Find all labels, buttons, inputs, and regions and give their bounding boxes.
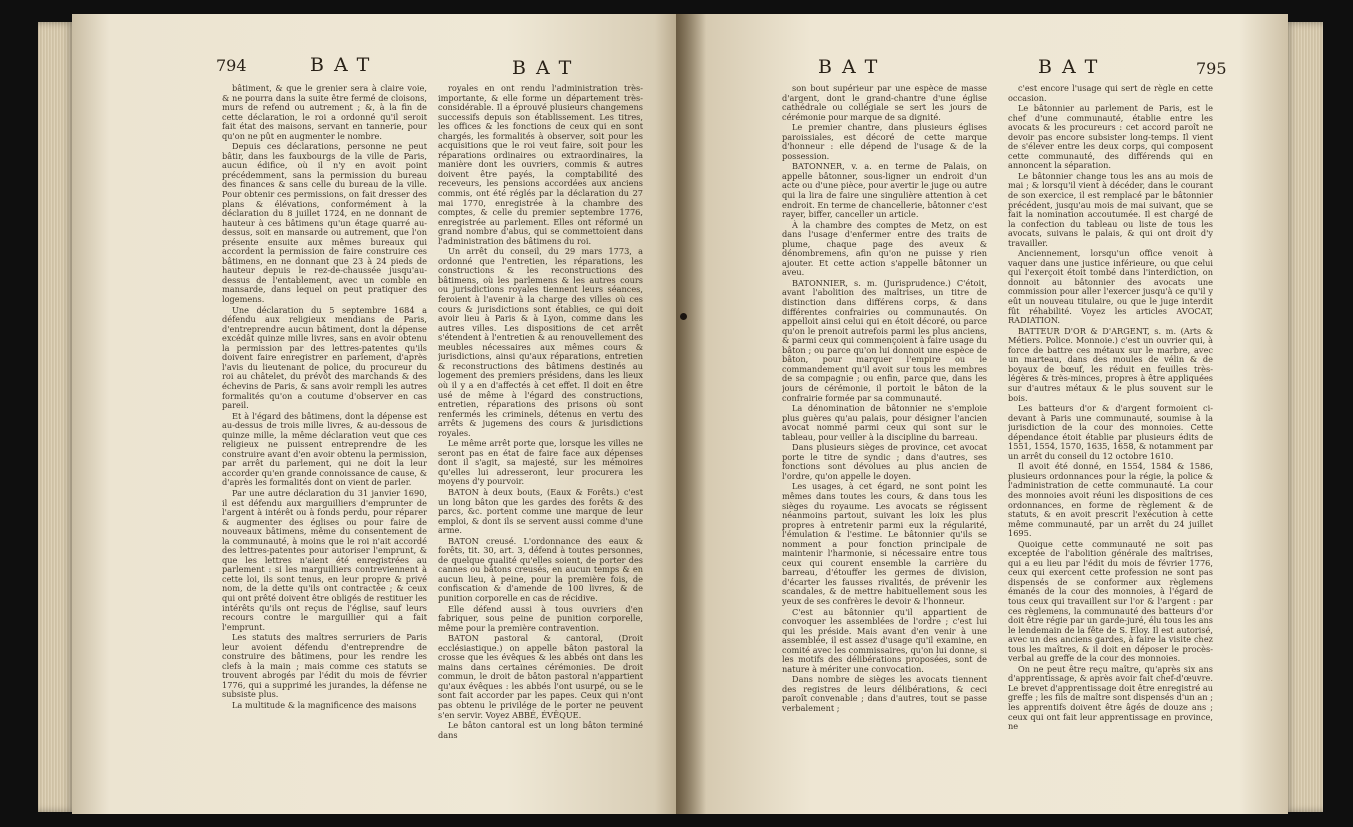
paragraph: BATON pastoral & cantoral, (Droit ecclésiastique.) on appelle bâton pastoral la crosse que les évêques & les abbés ont dans les mains dans certaines cérémonies. De droit commun, le droit de bâton pastoral n'appartient qu'aux évêques : les abbés l'ont usurpé, ou se le sont fait accorder par les papes. Ceux qui n'ont pas obtenu le privilége de le porter ne peuvent s'en servir. Voyez ABBÉ, ÉVÊQUE.	[438, 633, 643, 720]
paragraph: Les statuts des maîtres serruriers de Paris leur avoient défendu d'entreprendre de construire des bâtimens, pour les rendre les clefs à la main ; mais comme ces statuts se trouvent abrogés par l'édit du mois de février 1776, qui a supprimé les jurandes, la défense ne subsiste plus.	[222, 632, 427, 700]
paragraph: La dénomination de bâtonnier ne s'emploie plus guères qu'au palais, pour désigner l'ancien avocat nommé parmi ceux qui sont sur le tableau, pour veiller à la discipline du barreau.	[782, 403, 987, 442]
paragraph: Le bâton cantoral est un long bâton terminé dans	[438, 720, 643, 740]
paragraph: BATTEUR D'OR & D'ARGENT, s. m. (Arts & Métiers. Police. Monnoie.) c'est un ouvrier qui, à force de battre ces métaux sur le marbre, avec un marteau, dans des moules de vélin & de boyaux de bœuf, les réduit en feuilles très-légères & très-minces, propres à être appliquées sur d'autres métaux & le plus souvent sur le bois.	[1008, 325, 1213, 403]
left-page-column-1	[222, 84, 427, 796]
paragraph: Dans plusieurs sièges de province, cet avocat porte le titre de syndic ; dans d'autres, ses fonctions sont dévolues au plus ancien de l'ordre, qu'on appelle le doyen.	[782, 442, 987, 481]
paragraph: Le même arrêt porte que, lorsque les villes ne seront pas en état de faire face aux dépenses dont il s'agit, sa majesté, sur les mémoires qu'elles lui adresseront, leur procurera les moyens d'y pourvoir.	[438, 438, 643, 487]
binding-hole	[680, 313, 687, 320]
paragraph: Et à l'égard des bâtimens, dont la dépense est au-dessus de trois mille livres, & au-dessous de quinze mille, la même déclaration veut que ces religieux ne puissent entreprendre de les construire avant d'en avoir obtenu la permission, par arrêt du parlement, qui ne doit la leur accorder qu'en grande connoissance de cause, & d'après les formalités dont on vient de parler.	[222, 410, 427, 488]
paragraph: À la chambre des comptes de Metz, on est dans l'usage d'enfermer entre des traits de plume, chaque page des aveux & dénombremens, afin qu'on ne puisse y rien ajouter. Et cette action s'appelle bâtonner un aveu.	[782, 219, 987, 278]
paragraph: Les usages, à cet égard, ne sont point les mêmes dans toutes les cours, & dans tous les sièges du royaume. Les avocats se régissent néanmoins partout, suivant les loix les plus propres à entretenir parmi eux la régularité, l'émulation & l'estime. Le bâtonnier qu'ils se nomment a pour fonction principale de maintenir l'harmonie, si nécessaire entre tous ceux qui courent ensemble la carrière du barreau, d'étouffer les germes de division, d'écarter les fausses rivalités, de prévenir les scandales, & de mettre habituellement sous les yeux de ses confrères le devoir & l'honneur.	[782, 481, 987, 606]
right-page-header	[676, 54, 1288, 84]
page-number-right: 795	[1196, 59, 1227, 78]
paragraph: c'est encore l'usage qui sert de règle en cette occasion.	[1008, 84, 1213, 103]
paragraph: Par une autre déclaration du 31 janvier 1690, il est défendu aux marguilliers d'emprunter de l'argent à intérêt ou à fonds perdu, pour réparer & augmenter des églises ou pour faire de nouveaux bâtimens, même du consentement de la communauté, à moins que le roi n'ait accordé des lettres-patentes pour autoriser l'emprunt, & que les lettres n'aient été enregistrées au parlement : si les marguilliers contreviennent à cette loi, ils sont tenus, en leur propre & privé nom, de la dette qu'ils ont contractée ; & ceux qui ont prêté doivent être obligés de restituer les intérêts qu'ils ont reçus de l'église, sauf leurs recours contre le marguillier qui a fait l'emprunt.	[222, 487, 427, 632]
left-page-header	[72, 54, 692, 84]
paragraph: Le bâtonnier change tous les ans au mois de mai ; & lorsqu'il vient à décéder, dans le courant de son exercice, il est remplacé par le bâtonnier précédent, jusqu'au mois de mai suivant, que se fait la nomination accoutumée. Il est chargé de la confection du tableau ou liste de tous les avocats, suivans le palais, & qui ont droit d'y travailler.	[1008, 170, 1213, 248]
paragraph: BATONNER, v. a. en terme de Palais, on appelle bâtonner, sous-ligner un endroit d'un acte ou d'une pièce, pour avertir le juge ou autre qui la lira de faire une singulière attention à cet endroit. En terme de chancellerie, bâtonner c'est rayer, biffer, canceller un article.	[782, 161, 987, 220]
right-page-column-2	[1008, 84, 1213, 796]
paragraph: On ne peut être reçu maître, qu'après six ans d'apprentissage, & après avoir fait chef-d'œuvre. Le brevet d'apprentissage doit être enregistré au greffe ; les fils de maître sont dispensés d'un an ; les apprentifs doivent être âgés de douze ans ; ceux qui ont fait leur apprentissage en province, ne	[1008, 663, 1213, 732]
paragraph: Une déclaration du 5 septembre 1684 a défendu aux religieux mendians de Paris, d'entreprendre aucun bâtiment, dont la dépense excédât quinze mille livres, sans en avoir obtenu la permission par des lettres-patentes qu'ils doivent faire enregistrer en parlement, d'après l'avis du lieutenant de police, du procureur du roi au châtelet, du prévôt des marchands & des échevins de Paris, & sans avoir rempli les autres formalités qu'on a coutume d'observer en cas pareil.	[222, 304, 427, 411]
paragraph: son bout supérieur par une espèce de masse d'argent, dont le grand-chantre d'une église cathédrale ou collégiale se sert les jours de cérémonie pour marque de sa dignité.	[782, 84, 987, 122]
running-head-right-col1: BAT	[818, 56, 888, 78]
left-page-edges	[38, 22, 74, 812]
running-head-left-col2: BAT	[512, 57, 582, 79]
paragraph: Le bâtonnier au parlement de Paris, est le chef d'une communauté, établie entre les avocats & les procureurs : cet accord paroît ne devoir pas encore subsister long-temps. Il vient de s'élever entre les deux corps, qui composent cette communauté, des différends qui en annoncent la séparation.	[1008, 103, 1213, 171]
paragraph: La multitude & la magnificence des maisons	[232, 700, 417, 710]
paragraph: bâtiment, & que le grenier sera à claire voie, & ne pourra dans la suite être fermé de cloisons, murs de refend ou autrement ; &, à la fin de cette déclaration, le roi a ordonné qu'il seroit fait état des maisons, servant en tannerie, pour qu'on ne pût en augmenter le nombre.	[222, 84, 427, 141]
right-page-edges	[1285, 22, 1323, 812]
paragraph: royales en ont rendu l'administration très-importante, & elle forme un département très-considérable. Il a éprouvé plusieurs changemens successifs depuis son établissement. Les titres, les offices & les fonctions de ceux qui en sont chargés, les formalités à observer, soit pour les acquisitions que le roi veut faire, soit pour les réparations ordinaires ou extraordinaires, la manière dont les ouvriers, commis & autres doivent être payés, la comptabilité des receveurs, les pensions accordées aux anciens commis, ont été réglés par la déclaration du 27 mai 1770, enregistrée à la chambre des comptes, & celle du premier septembre 1776, enregistrée au parlement. Elles ont réformé un grand nombre d'abus, qui se commettoient dans l'administration des bâtimens du roi.	[438, 84, 643, 246]
paragraph: Quoique cette communauté ne soit pas exceptée de l'abolition générale des maîtrises, qui a eu lieu par l'édit du mois de février 1776, ceux qui exercent cette profession ne sont pas dispensés de se conformer aux règlemens émanés de la cour des monnoies, à l'égard de tous ceux qui travaillent sur l'or & l'argent : par ces règlemens, la communauté des batteurs d'or doit être régie par un garde-juré, élu tous les ans le lendemain de la fête de S. Eloy. Il est autorisé, avec un des anciens gardes, à faire la visite chez tous les maîtres, & il doit en déposer le procès-verbal au greffe de la cour des monnoies.	[1008, 538, 1213, 664]
paragraph: Les batteurs d'or & d'argent formoient ci-devant à Paris une communauté, soumise à la jurisdiction de la cour des monnoies. Cette dépendance étoit établie par plusieurs édits de 1551, 1554, 1570, 1635, 1658, & notamment par un arrêt du conseil du 12 octobre 1610.	[1008, 403, 1213, 461]
running-head-left-col1: BAT	[310, 54, 380, 76]
running-head-right-col2: BAT	[1038, 56, 1108, 78]
left-page	[72, 14, 692, 814]
paragraph: C'est au bâtonnier qu'il appartient de convoquer les assemblées de l'ordre ; c'est lui qui les préside. Mais avant d'en venir à une assemblée, il est assez d'usage qu'il examine, en comité avec les commissaires, qu'on lui donne, si les motifs des délibérations proposées, sont de nature à mériter une convocation.	[782, 606, 987, 674]
page-number-left: 794	[216, 56, 247, 75]
paragraph: BATON creusé. L'ordonnance des eaux & forêts, tit. 30, art. 3, défend à toutes personnes, de quelque qualité qu'elles soient, de porter des cannes ou bâtons creusés, en aucun temps & en aucun lieu, à peine, pour la première fois, de confiscation & d'amende de 100 livres, & de punition corporelle en cas de récidive.	[438, 535, 643, 603]
paragraph: Il avoit été donné, en 1554, 1584 & 1586, plusieurs ordonnances pour la régie, la police & l'administration de cette communauté. La cour des monnoies avoit réuni les dispositions de ces ordonnances, en forme de règlement & de statuts, & en avoit prescrit l'exécution à cette même communauté, par un arrêt du 24 juillet 1695.	[1008, 461, 1213, 539]
right-page-column-1	[782, 84, 987, 796]
paragraph: Un arrêt du conseil, du 29 mars 1773, a ordonné que l'entretien, les réparations, les constructions & les reconstructions des bâtimens, où les parlemens & les autres cours ou jurisdictions royales tiennent leurs séances, feroient à l'avenir à la charge des villes où ces cours & jurisdictions sont établies, ce qui doit avoir lieu à Paris & à Lyon, comme dans les autres villes. Les dispositions de cet arrêt s'étendent à l'entretien & au renouvellement des meubles nécessaires aux mêmes cours & jurisdictions, ainsi qu'aux réparations, entretien & reconstructions des bâtimens destinés au logement des premiers présidens, dans les lieux où il y a en d'affectés à cet effet. Il doit en être usé de même à l'égard des constructions, entretien, réparations des prisons où sont renfermés les criminels, détenus en vertu des arrêts & jugemens des cours & jurisdictions royales.	[438, 246, 643, 438]
left-page-column-2	[438, 84, 643, 796]
paragraph: Depuis ces déclarations, personne ne peut bâtir, dans les fauxbourgs de la ville de Paris, aucun édifice, où il n'y en avoit point précédemment, sans la permission du bureau des finances & sans celle du bureau de la ville. Pour obtenir ces permissions, on fait dresser des plans & élévations, conformément à la déclaration du 8 juillet 1724, en ne donnant de hauteur à ces bâtimens qu'un étage quarré au-dessus, soit en mansarde ou autrement, que l'on présente ensuite aux mêmes bureaux qui accordent la permission de faire construire ces bâtimens, en ne donnant que 23 à 24 pieds de hauteur depuis le rez-de-chaussée jusqu'au-dessus de l'entablement, avec un comble en mansarde, dans lequel on peut pratiquer des logemens.	[222, 141, 427, 305]
paragraph: Elle défend aussi à tous ouvriers d'en fabriquer, sous peine de punition corporelle, même pour la première contravention.	[438, 603, 643, 633]
paragraph: BATONNIER, s. m. (Jurisprudence.) C'étoit, avant l'abolition des maîtrises, un titre de distinction dans différens corps, & dans différentes confrairies ou communautés. On appelloit ainsi celui qui en étoit décoré, ou parce qu'on le prenoit autrefois parmi les plus anciens, & parmi ceux qui commençoient à faire usage du bâton ; ou parce qu'on lui donnoit une espèce de bâton, pour marquer l'empire ou le commandement qu'il avoit sur tous les membres de sa compagnie ; ou enfin, parce que, dans les jours de cérémonie, il portoit le bâton de la confrairie formée par sa communauté.	[782, 277, 987, 403]
paragraph: Anciennement, lorsqu'un office venoit à vaquer dans une justice inférieure, ou que celui qui l'exerçoit étoit tombé dans l'interdiction, on donnoit au bâtonnier des avocats une commission pour aller l'exercer jusqu'à ce qu'il y eût un nouveau titulaire, ou que le juge interdit fût réhabilité. Voyez les articles AVOCAT, RADIATION.	[1008, 248, 1213, 326]
paragraph: BATON à deux bouts, (Eaux & Forêts.) c'est un long bâton que les gardes des forêts & des parcs, &c. portent comme une marque de leur emploi, & dont ils se servent aussi comme d'une arme.	[438, 486, 643, 536]
paragraph: Le premier chantre, dans plusieurs églises paroissiales, est décoré de cette marque d'honneur : elle dépend de l'usage & de la possession.	[782, 122, 987, 161]
book-gutter-shadow	[676, 14, 706, 814]
paragraph: Dans nombre de sièges les avocats tiennent des registres de leurs délibérations, & ceci paroît convenable ; dans d'autres, tout se passe verbalement ;	[782, 674, 987, 713]
right-page	[676, 14, 1288, 814]
